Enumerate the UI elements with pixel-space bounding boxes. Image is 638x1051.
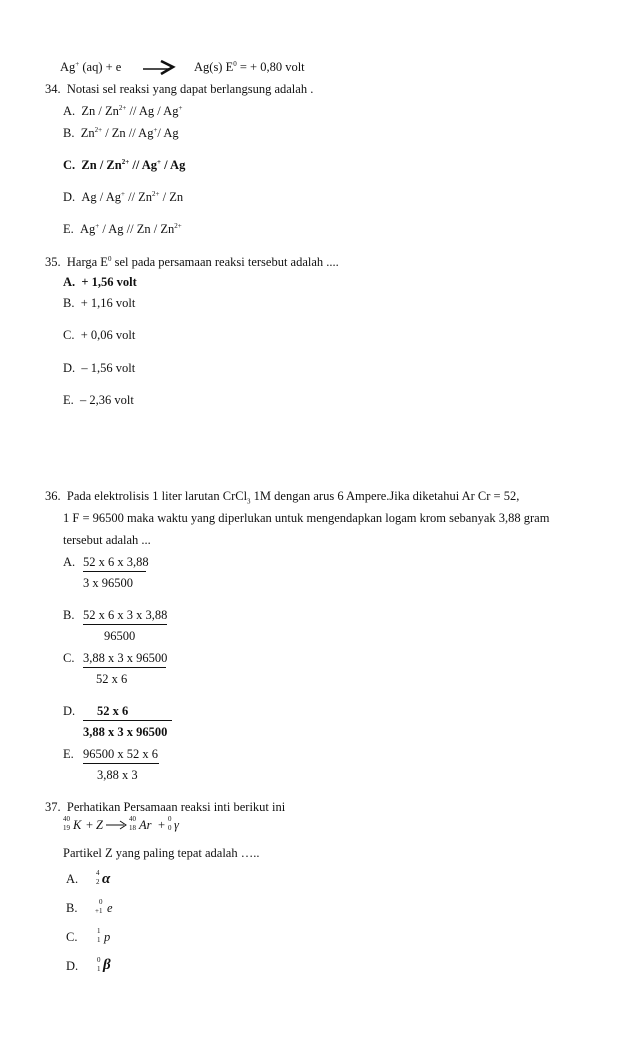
q34-option-a[interactable] bbox=[63, 105, 182, 118]
option-text: / Zn bbox=[159, 190, 184, 204]
eq-right-rest: = + 0,80 volt bbox=[236, 60, 305, 74]
particle-mass-number: 0 bbox=[97, 956, 101, 964]
electron-symbol: e bbox=[107, 901, 113, 915]
q36-question-line2: 1 F = 96500 maka waktu yang diperlukan untuk mengendapkan logam krom sebanyak 3,88 gram bbox=[63, 511, 550, 525]
q35-option-b[interactable] bbox=[63, 297, 135, 310]
q34-option-c[interactable] bbox=[63, 159, 185, 172]
option-letter: A. bbox=[63, 104, 76, 118]
option-letter: A. bbox=[63, 275, 76, 289]
option-sup: + bbox=[95, 221, 100, 230]
fraction-bar bbox=[83, 571, 146, 572]
q34-option-e[interactable] bbox=[63, 223, 182, 236]
fraction-bar bbox=[83, 624, 167, 625]
q36-option-d-numerator: 52 x 6 bbox=[97, 704, 129, 718]
option-text: / Ag // Zn / Zn bbox=[99, 222, 175, 236]
option-letter: B. bbox=[63, 296, 75, 310]
q34-option-b[interactable] bbox=[63, 127, 179, 140]
eq-right-species: Ag(s) E bbox=[194, 60, 234, 74]
option-letter: E. bbox=[63, 393, 74, 407]
header-equation-right bbox=[194, 61, 305, 74]
option-text: Ag bbox=[80, 222, 96, 236]
gamma-atomic-number: 0 bbox=[168, 824, 172, 832]
q36-number: 36. bbox=[45, 489, 61, 503]
fraction-bar bbox=[83, 763, 159, 764]
option-text: + 0,06 volt bbox=[80, 328, 136, 342]
option-sup: + bbox=[121, 189, 125, 198]
q34-question bbox=[45, 83, 313, 96]
q36-option-d-letter[interactable]: D. bbox=[63, 704, 76, 718]
ar-atomic-number: 18 bbox=[129, 824, 136, 832]
plus-sign: + bbox=[158, 818, 166, 832]
k-atomic-number: 19 bbox=[63, 824, 70, 832]
option-text: Ag / Ag bbox=[81, 190, 121, 204]
option-sup: + bbox=[178, 103, 183, 112]
option-letter: C. bbox=[66, 930, 78, 944]
q36-sub: 3 bbox=[247, 497, 251, 506]
option-letter: E. bbox=[63, 222, 74, 236]
k-mass-number: 40 bbox=[63, 815, 70, 823]
q35-option-a[interactable] bbox=[63, 276, 137, 289]
option-letter: C. bbox=[63, 328, 75, 342]
option-letter: D. bbox=[63, 361, 76, 375]
option-letter: D. bbox=[66, 959, 79, 973]
option-text: Zn bbox=[80, 126, 95, 140]
q37-option-a[interactable] bbox=[66, 868, 146, 890]
reaction-arrow-icon bbox=[143, 58, 177, 76]
q36-option-b-numerator: 52 x 6 x 3 x 3,88 bbox=[83, 608, 168, 622]
particle-atomic-number: 1 bbox=[97, 936, 101, 944]
q36-option-a-numerator: 52 x 6 x 3,88 bbox=[83, 555, 149, 569]
fraction-bar bbox=[83, 720, 172, 721]
q36-option-a-letter[interactable]: A. bbox=[63, 555, 76, 569]
option-letter: B. bbox=[63, 126, 75, 140]
option-sup: 2+ bbox=[174, 221, 182, 230]
option-sup: 2+ bbox=[118, 103, 127, 112]
ar-symbol: Ar bbox=[139, 818, 152, 832]
option-letter: B. bbox=[66, 901, 78, 915]
beta-symbol: β bbox=[103, 957, 111, 973]
option-text: – 2,36 volt bbox=[80, 393, 134, 407]
option-letter: A. bbox=[66, 872, 79, 886]
option-sup: 2+ bbox=[94, 125, 103, 134]
option-sup: 2+ bbox=[152, 189, 160, 198]
gamma-symbol: γ bbox=[174, 818, 179, 832]
option-text: // Zn bbox=[124, 190, 153, 204]
q36-text: Pada elektrolisis 1 liter larutan CrCl bbox=[66, 489, 248, 503]
z-symbol: Z bbox=[96, 818, 103, 832]
q36-option-c-denominator: 52 x 6 bbox=[96, 672, 128, 686]
q36-option-c-numerator: 3,88 x 3 x 96500 bbox=[83, 651, 168, 665]
nuclear-reaction bbox=[63, 814, 203, 834]
q36-option-e-letter[interactable]: E. bbox=[63, 747, 74, 761]
q36-option-a-denominator: 3 x 96500 bbox=[83, 576, 133, 590]
particle-atomic-number: 1 bbox=[97, 965, 101, 973]
option-text: Zn / Zn bbox=[81, 158, 122, 172]
particle-mass-number: 1 bbox=[97, 927, 101, 935]
q37-option-c[interactable] bbox=[66, 926, 146, 948]
q36-option-b-letter[interactable]: B. bbox=[63, 608, 75, 622]
q35-number: 35. bbox=[45, 255, 61, 269]
q36-option-b-denominator: 96500 bbox=[104, 629, 136, 643]
option-sup: + bbox=[157, 157, 162, 166]
q37-option-b[interactable] bbox=[66, 897, 146, 919]
q37-prompt: Partikel Z yang paling tepat adalah ….. bbox=[63, 846, 260, 860]
alpha-symbol: α bbox=[102, 871, 111, 887]
particle-atomic-number: 2 bbox=[96, 878, 100, 886]
q35-text: Harga E bbox=[66, 255, 108, 269]
eq-left-species: Ag bbox=[60, 60, 76, 74]
eq-left-rest: (aq) + e bbox=[79, 60, 122, 74]
option-text: // Ag bbox=[129, 158, 158, 172]
fraction-bar bbox=[83, 667, 166, 668]
q34-text: Notasi sel reaksi yang dapat berlangsung adalah . bbox=[66, 82, 314, 96]
option-text: / Ag bbox=[157, 126, 179, 140]
reaction-arrow-icon bbox=[106, 820, 128, 830]
q35-option-d[interactable] bbox=[63, 362, 135, 375]
q36-option-c-letter[interactable]: C. bbox=[63, 651, 75, 665]
q36-question-line1 bbox=[45, 489, 520, 506]
option-text: / Zn // Ag bbox=[102, 126, 154, 140]
q37-number: 37. bbox=[45, 800, 61, 814]
q34-number: 34. bbox=[45, 82, 61, 96]
header-equation-left bbox=[60, 61, 121, 74]
q35-text: sel pada persamaan reaksi tersebut adalah .... bbox=[111, 255, 339, 269]
particle-mass-number: 0 bbox=[99, 898, 103, 906]
q35-option-e[interactable] bbox=[63, 394, 134, 407]
q35-option-c[interactable] bbox=[63, 329, 135, 342]
eq-right-sup: 0 bbox=[233, 59, 237, 68]
q36-option-e-denominator: 3,88 x 3 bbox=[97, 768, 138, 782]
option-text: Zn / Zn bbox=[81, 104, 119, 118]
q37-text: Perhatikan Persamaan reaksi inti berikut ini bbox=[66, 800, 286, 814]
q34-option-d[interactable] bbox=[63, 191, 183, 204]
plus-sign: + bbox=[86, 818, 94, 832]
option-sup: + bbox=[153, 125, 158, 134]
q35-question bbox=[45, 256, 339, 269]
option-text: // Ag / Ag bbox=[126, 104, 179, 118]
option-text: + 1,56 volt bbox=[81, 275, 137, 289]
gamma-mass-number: 0 bbox=[168, 815, 172, 823]
ar-mass-number: 40 bbox=[129, 815, 136, 823]
k-symbol: K bbox=[73, 818, 82, 832]
proton-symbol: p bbox=[104, 930, 111, 944]
option-text: + 1,16 volt bbox=[80, 296, 136, 310]
option-letter: C. bbox=[63, 158, 76, 172]
q37-question bbox=[45, 801, 285, 814]
q36-text: 1M dengan arus 6 Ampere.Jika diketahui Ar Cr = 52, bbox=[250, 489, 520, 503]
option-text: / Ag bbox=[161, 158, 186, 172]
q35-sup: 0 bbox=[107, 254, 112, 263]
option-sup: 2+ bbox=[121, 157, 130, 166]
particle-atomic-number: +1 bbox=[95, 907, 103, 915]
option-text: – 1,56 volt bbox=[81, 361, 136, 375]
q36-option-e-numerator: 96500 x 52 x 6 bbox=[83, 747, 158, 761]
particle-mass-number: 4 bbox=[96, 869, 100, 877]
q36-question-line3: tersebut adalah ... bbox=[63, 533, 151, 547]
eq-left-charge: + bbox=[75, 59, 80, 68]
q37-option-d[interactable] bbox=[66, 955, 146, 977]
option-letter: D. bbox=[63, 190, 76, 204]
q36-option-d-denominator: 3,88 x 3 x 96500 bbox=[83, 725, 168, 739]
